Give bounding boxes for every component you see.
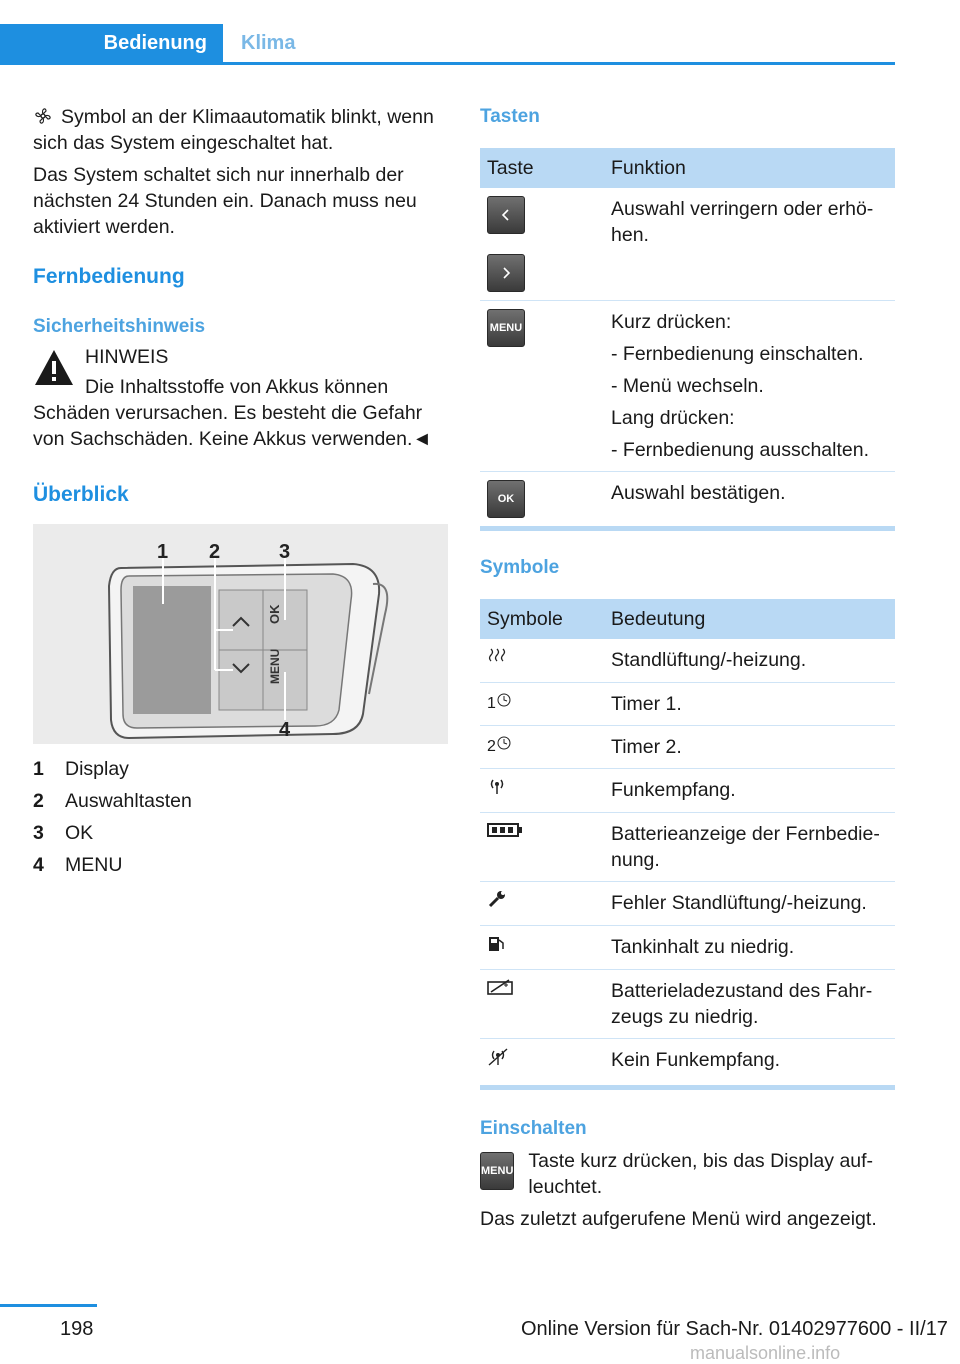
heading-symbols: Symbole xyxy=(480,557,560,578)
table-row xyxy=(480,472,895,529)
footer-accent-line xyxy=(0,1304,97,1307)
ok-key-icon: OK xyxy=(487,480,525,518)
symbol-meaning: Tankinhalt zu niedrig. xyxy=(604,926,895,970)
timer-1-prefix: 1 xyxy=(487,695,496,712)
heading-safety: Sicherheitshinweis xyxy=(33,316,206,337)
vehicle-battery-icon xyxy=(480,970,604,1039)
symbol-meaning: Fehler Standlüftung/-heizung. xyxy=(604,882,895,926)
table-row xyxy=(480,926,895,970)
figure-label-1: 1 xyxy=(157,541,169,563)
function-line: - Fernbedienung ausschalten. xyxy=(611,439,870,461)
warning-title: HINWEIS xyxy=(85,346,169,368)
fan-icon xyxy=(33,106,53,126)
table-header-row xyxy=(480,148,895,188)
table-row xyxy=(480,970,895,1039)
intro-paragraph xyxy=(33,104,448,156)
table-row xyxy=(480,726,895,769)
timer-2-icon xyxy=(480,726,604,769)
radio-icon xyxy=(480,769,604,813)
heading-switch-on: Einschalten xyxy=(480,1118,587,1139)
battery-icon xyxy=(480,813,604,882)
figure-label-2: 2 xyxy=(209,541,221,563)
function-cell: Auswahl bestätigen. xyxy=(604,472,895,529)
figure-legend xyxy=(33,756,448,878)
table-row xyxy=(480,639,895,683)
symbol-meaning: Timer 1. xyxy=(604,683,895,726)
online-version-text: Online Version für Sach-Nr. 01402977600 - II/17 xyxy=(521,1318,948,1340)
key-cell xyxy=(480,188,604,301)
table-row xyxy=(480,188,895,301)
switch-on-text: Taste kurz drücken, bis das Display auf-leuchtet. xyxy=(528,1150,874,1198)
no-signal-icon xyxy=(480,1039,604,1088)
wrench-icon xyxy=(480,882,604,926)
heading-overview: Überblick xyxy=(33,483,129,506)
function-line: Kurz drücken: xyxy=(611,311,732,333)
legend-text: OK xyxy=(65,822,94,844)
timer-2-prefix: 2 xyxy=(487,738,496,755)
figure-label-4: 4 xyxy=(279,719,291,741)
column-header: Bedeutung xyxy=(604,599,895,639)
legend-num: 2 xyxy=(33,790,44,812)
table-header-row xyxy=(480,599,895,639)
switch-on-block xyxy=(480,1148,895,1200)
keys-table xyxy=(480,148,895,531)
remote-key-figure xyxy=(33,524,448,744)
heading-keys: Tasten xyxy=(480,106,540,127)
table-row xyxy=(480,769,895,813)
left-column xyxy=(33,100,448,878)
tab-bar xyxy=(0,24,895,65)
watermark: manualsonline.info xyxy=(690,1343,841,1363)
legend-num: 4 xyxy=(33,854,44,876)
key-cell xyxy=(480,472,604,529)
menu-key-icon: MENU xyxy=(487,309,525,347)
symbol-meaning: Funkempfang. xyxy=(604,769,895,813)
figure-label-3: 3 xyxy=(279,541,291,563)
symbol-meaning: Timer 2. xyxy=(604,726,895,769)
vent-heat-icon xyxy=(480,639,604,683)
tab-bedienung[interactable]: Bedienung xyxy=(0,24,223,62)
warning-text: Die Inhaltsstoffe von Akkus können Schäden verursachen. Es besteht die Gefahr von Sachschäden. Keine Akkus verwenden.◄ xyxy=(33,376,432,450)
legend-num: 1 xyxy=(33,758,44,780)
intro-text-2: Das System schaltet sich nur innerhalb der nächsten 24 Stunden ein. Danach muss neu aktiviert werden. xyxy=(33,164,417,238)
function-cell: Auswahl verringern oder erhö-hen. xyxy=(604,188,895,301)
remote-key-illustration xyxy=(33,524,448,744)
symbol-meaning: Kein Funkempfang. xyxy=(604,1039,895,1088)
table-row xyxy=(480,882,895,926)
function-cell xyxy=(604,301,895,472)
warning-icon xyxy=(33,348,75,388)
table-row xyxy=(480,683,895,726)
chevron-right-key-icon xyxy=(487,254,525,292)
menu-key-icon: MENU xyxy=(480,1152,514,1190)
legend-num: 3 xyxy=(33,822,44,844)
figure-ok-label: OK xyxy=(267,604,282,624)
symbol-meaning: Batterieanzeige der Fernbedie-nung. xyxy=(604,813,895,882)
symbol-meaning: Batterieladezustand des Fahr-zeugs zu niedrig. xyxy=(604,970,895,1039)
column-header: Taste xyxy=(480,148,604,188)
page-number: 198 xyxy=(60,1318,94,1340)
legend-text: Auswahltasten xyxy=(65,790,192,812)
tab-klima[interactable]: Klima xyxy=(241,31,296,54)
column-header: Symbole xyxy=(480,599,604,639)
fuel-icon xyxy=(480,926,604,970)
legend-text: Display xyxy=(65,758,129,780)
function-line: Lang drücken: xyxy=(611,407,735,429)
switch-on-result: Das zuletzt aufgerufene Menü wird angezeigt. xyxy=(480,1208,877,1230)
column-header: Funktion xyxy=(604,148,895,188)
intro-text-1: Symbol an der Klimaautomatik blinkt, wenn sich das System eingeschaltet hat. xyxy=(33,106,434,154)
figure-menu-label: MENU xyxy=(268,648,282,684)
legend-text: MENU xyxy=(65,854,123,876)
heading-remote: Fernbedienung xyxy=(33,265,185,288)
function-line: - Menü wechseln. xyxy=(611,375,764,397)
table-row xyxy=(480,1039,895,1088)
symbols-table xyxy=(480,599,895,1090)
key-cell xyxy=(480,301,604,472)
function-line: - Fernbedienung einschalten. xyxy=(611,343,864,365)
table-row xyxy=(480,301,895,472)
chevron-left-key-icon xyxy=(487,196,525,234)
right-column xyxy=(480,100,895,1232)
symbol-meaning: Standlüftung/-heizung. xyxy=(604,639,895,683)
table-row xyxy=(480,813,895,882)
timer-1-icon xyxy=(480,683,604,726)
